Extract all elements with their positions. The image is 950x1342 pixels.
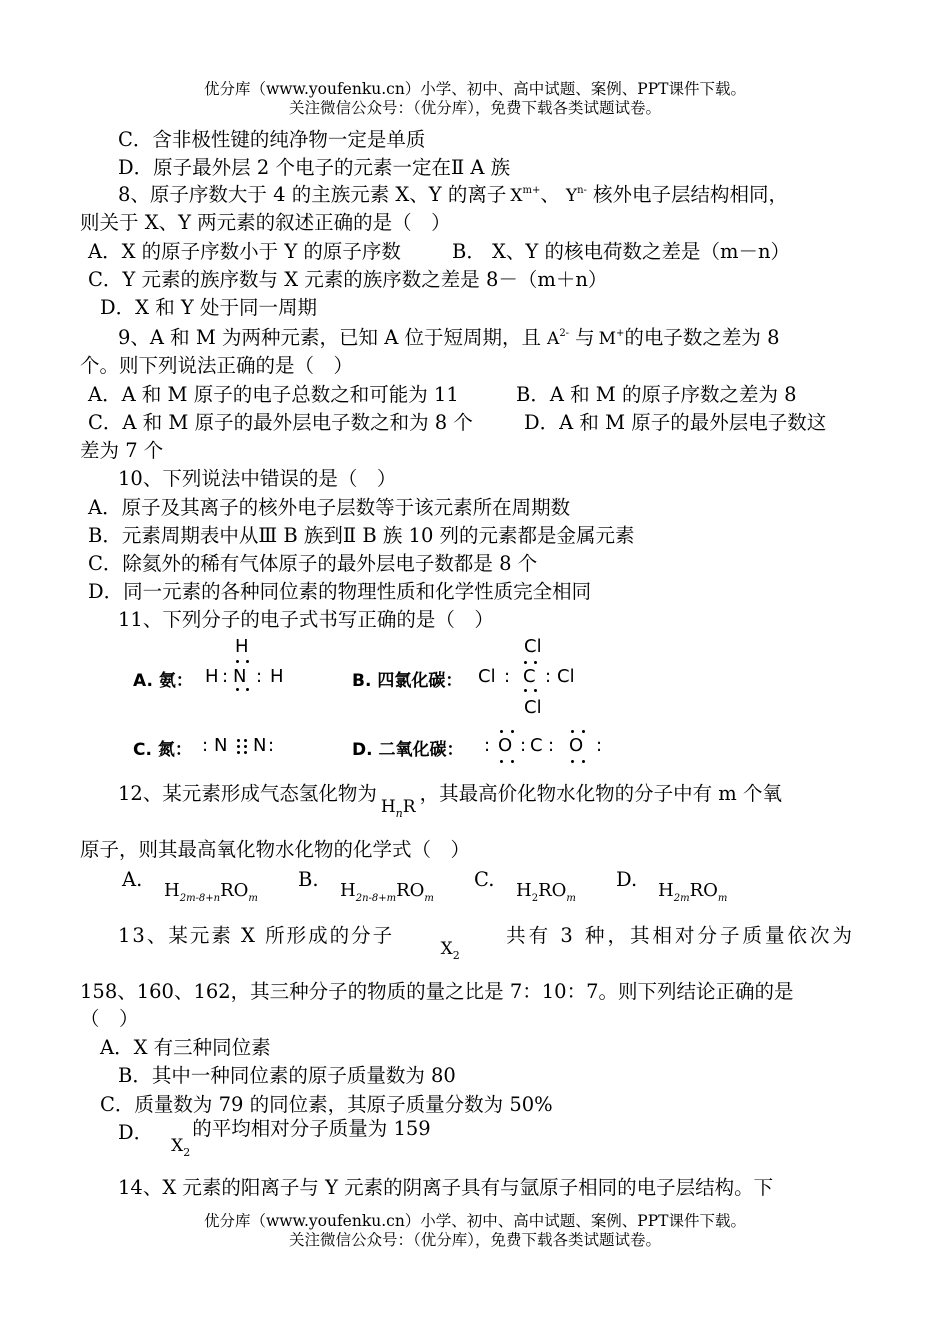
q11-b-dot (524, 661, 527, 664)
q12-c-sub: 2 (531, 893, 539, 904)
q11-d-dot (500, 730, 503, 733)
q11-b-label: B. 四氯化碳： (352, 671, 463, 691)
q9-stem-a: 9、A 和 M 为两种元素，已知 A 位于短周期，且 (118, 326, 542, 349)
q13-stem-d: （ ） (80, 1007, 139, 1030)
q10-option-c: C．除氦外的稀有气体原子的最外层电子数都是 8 个 (88, 552, 538, 575)
q12-hydride (381, 794, 416, 821)
header-line-1: 优分库（www.youfenku.cn）小学、初中、高中试题、案例、PPT课件下载。 (203, 80, 747, 98)
q9-option-d: D．A 和 M 原子的最外层电子数这 (524, 411, 827, 434)
q11-d-dot (511, 730, 514, 733)
q8-x-sup: m+ (522, 185, 541, 196)
header-line-2: 关注微信公众号：（优分库），免费下载各类试题试卷。 (288, 99, 661, 117)
q13-d-text: 的平均相对分子质量为 159 (192, 1117, 431, 1140)
q11-c-dot (237, 751, 240, 754)
q11-c-dot (244, 745, 247, 748)
q12-b-ro: RO (396, 880, 425, 901)
q12-option-b-label: B. (298, 868, 319, 891)
q13-stem-a: 13、某元素 X 所形成的分子 (118, 924, 395, 947)
q9-option-b: B．A 和 M 的原子序数之差为 8 (516, 383, 797, 406)
q11-d-label: D. 二氧化碳： (352, 740, 464, 760)
q11-c-n-right: N (253, 735, 267, 756)
q12-option-a-label: A. (122, 868, 143, 891)
q12-a-sub: 2m-8+n (179, 893, 221, 904)
footer-line-1: 优分库（www.youfenku.cn）小学、初中、高中试题、案例、PPT课件下载。 (203, 1212, 747, 1230)
q11-b-colon-2: : (545, 666, 552, 687)
q13-option-a: A．X 有三种同位素 (100, 1036, 271, 1059)
q10-option-b: B．元素周期表中从Ⅲ B 族到Ⅱ B 族 10 列的元素都是金属元素 (88, 524, 635, 547)
q11-d-colon-2: : (520, 735, 527, 756)
q12-option-b-formula: $H_{2n-8+m}RO_m$ (340, 880, 434, 904)
q11-b-cl-top: Cl (524, 636, 542, 657)
q9-option-a: A．A 和 M 原子的电子总数之和可能为 11 (88, 383, 459, 406)
q12-b-m: m (424, 893, 434, 904)
q11-a-label: A. 氨： (133, 671, 193, 691)
q8-y-ion: Y (565, 186, 578, 206)
q13-d-label: D． (118, 1121, 154, 1144)
q13-two: 2 (452, 949, 460, 962)
q8-stem (118, 183, 788, 211)
q11-a-dot (236, 660, 239, 663)
q11-a-dot (246, 688, 249, 691)
q11-d-o-right: O (569, 735, 584, 756)
q11-a-dot (246, 660, 249, 663)
q10-stem: 10、下列说法中错误的是（ ） (118, 467, 397, 490)
q13-option-c: C．质量数为 79 的同位素，其原子质量分数为 50% (100, 1093, 553, 1116)
q8-option-b: B． X、Y 的核电荷数之差是（m－n） (452, 240, 791, 263)
q9-a-ion: A (547, 329, 560, 349)
q8-stem-a: 8、原子序数大于 4 的主族元素 X、Y 的离子 (118, 183, 507, 206)
q13-x: X (440, 939, 453, 959)
q12-option-a-formula: $H_{2m-8+n}RO_m$ (164, 880, 258, 904)
q11-d-colon-4: : (596, 735, 603, 756)
q11-a-dot (236, 688, 239, 691)
q13-stem-c: 158、160、162，其三种分子的物质的量之比是 7：10：7。则下列结论正确的是 (80, 980, 794, 1003)
q12-option-d-formula: $H_{2m}RO_m$ (658, 880, 728, 904)
q13-stem-b: 共有 3 种，其相对分子质量依次为 (506, 924, 855, 947)
q9-option-c: C．A 和 M 原子的最外层电子数之和为 8 个 (88, 411, 473, 434)
q11-b-cl-bottom: Cl (524, 697, 542, 718)
q12-d-sub: 2m (673, 893, 690, 904)
q11-stem: 11、下列分子的电子式书写正确的是（ ） (118, 608, 494, 631)
q11-c-colon-1: : (202, 735, 209, 756)
q13-option-b: B．其中一种同位素的原子质量数为 80 (118, 1064, 456, 1087)
q11-c-dot (237, 745, 240, 748)
q13-d-x: X (171, 1136, 184, 1156)
q11-b-colon-1: : (504, 666, 511, 687)
q12-option-d-label: D. (616, 868, 638, 891)
q11-b-cl-left: Cl (478, 666, 496, 687)
q13-stem (118, 924, 855, 962)
q12-d-m: m (717, 893, 728, 904)
q11-d-dot (511, 760, 514, 763)
q12-c-m: m (566, 893, 576, 904)
q11-b-c: C (523, 666, 536, 687)
q13-x2 (441, 936, 460, 963)
q11-c-colon-2: : (268, 735, 275, 756)
q11-a-h-right: H (270, 666, 284, 687)
q11-d-colon-3: : (548, 735, 555, 756)
q11-b-dot (534, 689, 537, 692)
q9-m-sup: + (616, 328, 625, 339)
q9-m-ion: M (598, 329, 616, 349)
q12-a-m: m (248, 893, 258, 904)
q11-c-n-left: N (214, 735, 228, 756)
footer-line-2: 关注微信公众号：（优分库），免费下载各类试题试卷。 (288, 1231, 661, 1249)
q12-a-ro: RO (220, 880, 249, 901)
q12-stem-a: 12、某元素形成气态氢化物为 (118, 782, 377, 805)
q8-x-ion: X (510, 186, 523, 206)
q11-a-colon-2: : (256, 666, 263, 687)
q13-d-x2 (171, 1133, 190, 1160)
q11-c-dot (244, 739, 247, 742)
q12-n: n (395, 807, 403, 820)
q11-b-dot (534, 661, 537, 664)
q10-option-a: A．原子及其离子的核外电子层数等于该元素所在周期数 (88, 496, 571, 519)
q11-b-cl-right: Cl (557, 666, 575, 687)
q11-c-dot (237, 739, 240, 742)
q11-d-colon-1: : (484, 735, 491, 756)
q11-d-dot (500, 760, 503, 763)
q9-stem-c: 个。则下列说法正确的是（ ） (80, 354, 354, 377)
q9-a-sup: 2- (559, 328, 570, 339)
q8-option-a: A．X 的原子序数小于 Y 的原子序数 (88, 240, 401, 263)
q8-option-c: C．Y 元素的族序数与 X 元素的族序数之差是 8－（m＋n） (88, 268, 608, 291)
q9-mid: 与 (575, 326, 595, 349)
q11-a-n: N (233, 666, 247, 687)
q11-c-label: C. 氮： (133, 740, 192, 760)
q11-d-c: C (530, 735, 543, 756)
q11-d-dot (571, 730, 574, 733)
q8-stem-c: 则关于 X、Y 两元素的叙述正确的是（ ） (80, 211, 451, 234)
q11-c-dot (244, 751, 247, 754)
q13-option-d (118, 1117, 435, 1159)
q7-option-c: C．含非极性键的纯净物一定是单质 (118, 128, 426, 151)
q12-option-c-label: C. (474, 868, 495, 891)
q12-stem (118, 782, 782, 820)
q9-stem (118, 326, 780, 354)
q9-option-d-cont: 差为 7 个 (80, 439, 164, 462)
q8-option-d: D．X 和 Y 处于同一周期 (100, 296, 317, 319)
q8-sep: 、 (540, 183, 560, 206)
q13-d-two: 2 (183, 1146, 191, 1159)
q9-stem-b: 的电子数之差为 8 (624, 326, 780, 349)
q11-d-dot (582, 730, 585, 733)
q12-r: R (402, 797, 416, 817)
q11-d-dot (582, 760, 585, 763)
q10-option-d: D．同一元素的各种同位素的物理性质和化学性质完全相同 (88, 580, 592, 603)
q11-a-h-left: H (205, 666, 219, 687)
q11-a-colon-1: : (222, 666, 229, 687)
q11-b-dot (524, 689, 527, 692)
q8-stem-b: 核外电子层结构相同， (592, 183, 788, 206)
q7-option-d: D．原子最外层 2 个电子的元素一定在Ⅱ A 族 (118, 156, 511, 179)
q12-stem-c: 原子，则其最高氧化物水化物的化学式（ ） (80, 838, 471, 861)
q11-d-dot (571, 760, 574, 763)
q8-y-sup: n- (577, 185, 587, 196)
q12-b-sub: 2n-8+m (355, 893, 397, 904)
q14-stem: 14、X 元素的阳离子与 Y 元素的阴离子具有与氩原子相同的电子层结构。下 (118, 1176, 774, 1199)
q11-d-o-left: O (498, 735, 513, 756)
q12-h: H (380, 797, 396, 817)
q12-d-ro: RO (689, 880, 718, 901)
q12-c-ro: RO (538, 880, 567, 901)
q11-a-h-top: H (235, 636, 249, 657)
q12-stem-b: ，其最高价化物水化物的分子中有 m 个氧 (419, 782, 782, 805)
q12-option-c-formula: $H_2RO_m$ (516, 880, 576, 904)
